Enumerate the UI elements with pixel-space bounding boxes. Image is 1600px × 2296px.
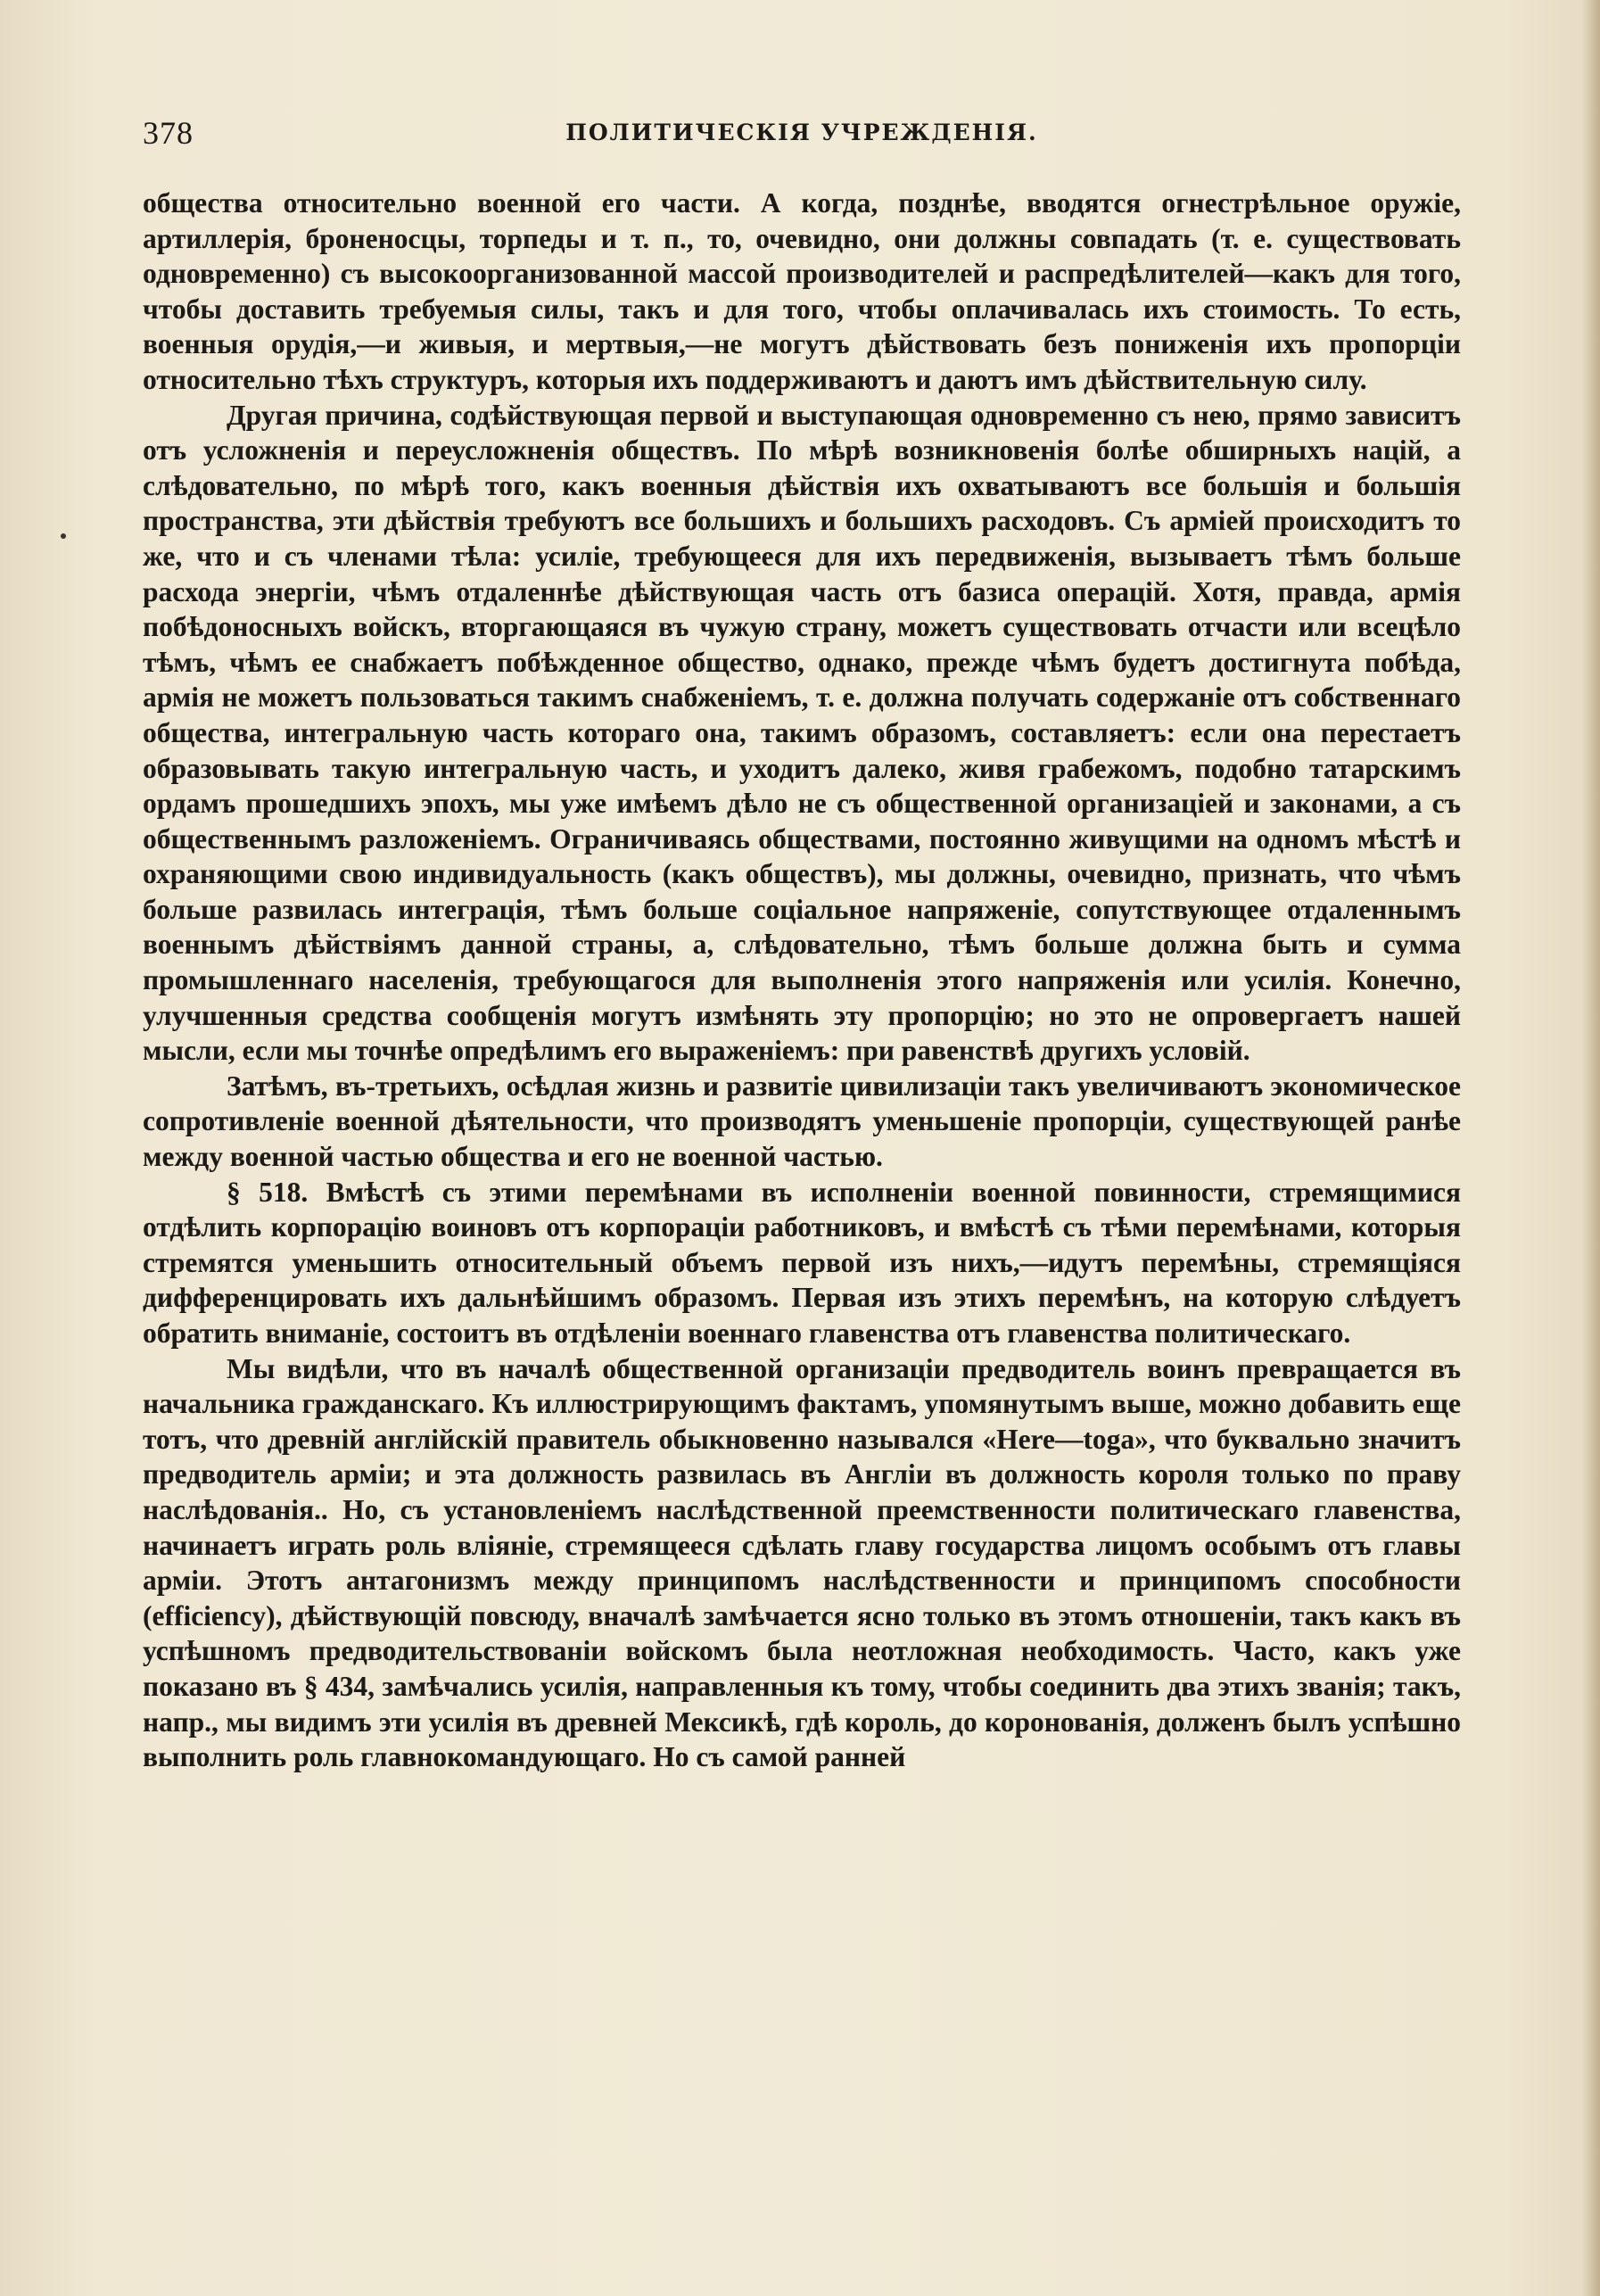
body-text bbox=[143, 186, 1461, 1775]
paragraph: Мы видѣли, что въ началѣ общественной организаціи предводитель воинъ превращается въ начальника гражданскаго. Къ иллюстрирующимъ фактамъ, упомянутымъ выше, можно добавить еще тотъ, что древній англійскій правитель обыкновенно назывался «Here—toga», что буквально значитъ предводитель арміи; и эта должность развилась въ Англіи въ должность короля только по праву наслѣдованія.. Но, съ установленіемъ наслѣдственной преемственности политическаго главенства, начинаетъ играть роль вліяніе, стремящееся сдѣлать главу государства лицомъ особымъ отъ главы арміи. Этотъ антагонизмъ между принципомъ наслѣдственности и принципомъ способности (efficiency), дѣйствующій повсюду, вначалѣ замѣчается ясно только въ этомъ отношеніи, такъ какъ въ успѣшномъ предводительствованіи войскомъ была неотложная необходимость. Часто, какъ уже показано въ § 434, замѣчались усилія, направленныя къ тому, чтобы соединить два этихъ званія; такъ, напр., мы видимъ эти усилія въ древней Мексикѣ, гдѣ король, до коронованія, долженъ былъ успѣшно выполнить роль главнокомандующаго. Но съ самой ранней bbox=[143, 1352, 1461, 1773]
paragraph: § 518. Вмѣстѣ съ этими перемѣнами въ исполненіи военной повинности, стремящимися отдѣлить корпорацію воиновъ отъ корпораціи работниковъ, и вмѣстѣ съ тѣми перемѣнами, которыя стремятся уменьшить относительный объемъ первой изъ нихъ,—идутъ перемѣны, стремящіяся дифференцировать ихъ дальнѣйшимъ образомъ. Первая изъ этихъ перемѣнъ, на которую слѣдуетъ обратить вниманіе, состоитъ въ отдѣленіи военнаго главенства отъ главенства политическаго. bbox=[143, 1176, 1461, 1349]
page-edge-shadow bbox=[1582, 0, 1600, 2296]
running-head: ПОЛИТИЧЕСКІЯ УЧРЕЖДЕНІЯ. bbox=[565, 120, 1038, 145]
paragraph: Другая причина, содѣйствующая первой и выступающая одновременно съ нею, прямо зависитъ отъ усложненія и переусложненія обществъ. По мѣрѣ возникновенія болѣе обширныхъ націй, а слѣдовательно, по мѣрѣ того, какъ военныя дѣйствія ихъ охватываютъ все большія и большія пространства, эти дѣйствія требуютъ все большихъ и большихъ расходовъ. Съ арміей происходитъ то же, что и съ членами тѣла: усиліе, требующееся для ихъ передвиженія, вызываетъ тѣмъ больше расхода энергіи, чѣмъ отдаленнѣе дѣйствующая часть отъ базиса операцій. Хотя, правда, армія побѣдоносныхъ войскъ, вторгающаяся въ чужую страну, можетъ существовать отчасти или всецѣло тѣмъ, чѣмъ ее снабжаетъ побѣжденное общество, однако, прежде чѣмъ будетъ достигнута побѣда, армія не можетъ пользоваться такимъ снабженіемъ, т. е. должна получать содержаніе отъ собственнаго общества, интегральную часть котораго она, такимъ образомъ, составляетъ: если она перестаетъ образовывать такую интегральную часть, и уходитъ далеко, живя грабежомъ, подобно татарскимъ ордамъ прошедшихъ эпохъ, мы уже имѣемъ дѣло не съ общественной организаціей и законами, а съ общественнымъ разложеніемъ. Ограничиваясь обществами, постоянно живущими на одномъ мѣстѣ и охраняющими свою индивидуальность (какъ обществъ), мы должны, очевидно, признать, что чѣмъ больше развилась интеграція, тѣмъ больше соціальное напряженіе, сопутствующее отдаленнымъ военнымъ дѣйствіямъ данной страны, а, слѣдовательно, тѣмъ больше должна быть и сумма промышленнаго населенія, требующагося для выполненія этого напряженія или усилія. Конечно, улучшенныя средства сообщенія могутъ измѣнять эту пропорцію; но это не опровергаетъ нашей мысли, если мы точнѣе опредѣлимъ его выраженіемъ: при равенствѣ другихъ условій. bbox=[143, 399, 1461, 1067]
page-number: 378 bbox=[143, 115, 194, 151]
ink-speck bbox=[61, 533, 66, 539]
page-header bbox=[143, 114, 1461, 159]
paragraph: Затѣмъ, въ-третьихъ, осѣдлая жизнь и развитіе цивилизаціи такъ увеличиваютъ экономическое сопротивленіе военной дѣятельности, что производятъ уменьшеніе пропорціи, существующей ранѣе между военной частью общества и его не военной частью. bbox=[143, 1070, 1461, 1173]
paragraph: общества относительно военной его части. А когда, позднѣе, вводятся огнестрѣльное оружіе, артиллерія, броненосцы, торпеды и т. п., то, очевидно, они должны совпадать (т. е. существовать одновременно) съ высокоорганизованной массой производителей и распредѣлителей—какъ для того, чтобы доставить требуемыя силы, такъ и для того, чтобы оплачивалась ихъ стоимость. То есть, военныя орудія,—и живыя, и мертвыя,—не могутъ дѣйствовать безъ пониженія ихъ пропорціи относительно тѣхъ структуръ, которыя ихъ поддерживаютъ и даютъ имъ дѣйствительную силу. bbox=[143, 187, 1461, 395]
